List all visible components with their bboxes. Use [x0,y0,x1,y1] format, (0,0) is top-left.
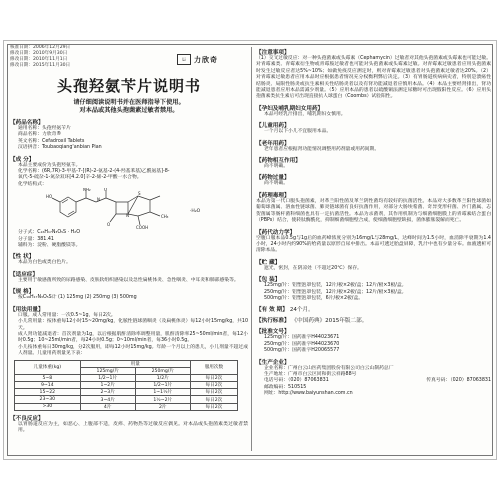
table-cell: 9~14 [15,382,81,389]
table-row [15,396,238,403]
phone-label: 电话号码： [264,378,288,384]
section-spec-heading: 【规 格】 [10,289,35,296]
storage-text: 遮光，密封，在阴凉处（不超过20℃）保存。 [264,265,362,271]
ingredients-line: 化学名称：(6R,7R)-3-甲基-7-[(R)-2-氨基-2-(4-羟基苯基)乙酰氨基]-8- [18,169,170,175]
phone-field [264,378,329,384]
validity-text: 24个月。 [289,307,314,314]
validity-heading: 【有 效 期】 [256,307,288,314]
dosage-line: 口服。成人常用量：一次0.5~1g，每日2次。 [18,312,116,318]
revision-line: 核准日期：2006年12月29日 [10,45,71,50]
phone-number: （020）87063831 [288,378,329,384]
svg-text:HO: HO [46,194,53,200]
table-header-cell: 服用次数 [190,360,237,374]
table-cell: 1½~2片 [135,396,190,403]
child-text: 一个月以下小儿不宜服用本品。 [264,129,332,135]
dosage-table [14,360,238,411]
table-cell: 2~3片 [80,389,135,396]
pk-text: 空腹口服本品0.5g与1g后的血药峰浓度分别为16mg/L与28mg/L，达峰时间为1.5小时，血消除半衰期为1.4小时，24小时内约90%的给药量以原形自尿中排出。本品可透过胎盘屏障，乳汁中也有少量分布。血液透析可清除本品。 [256,235,491,254]
section-precautions-heading: 【注意事项】 [256,50,290,56]
pharmacology-text: 本品为第一代口服头孢菌素，对革兰阳性菌及革兰阴性菌均有较好的抗菌活性。本品对大多数革兰阳性球菌如葡萄球菌属、溶血性链球菌、肺炎链球菌有良好抗菌作用，对部分大肠埃希菌、奇异变形杆菌、沙门菌属、志贺菌属等肠杆菌科细菌也具有一定抗菌活性。本品为杀菌剂，其作用机制为与细菌细胞膜上的青霉素结合蛋白（PBPs）结合，使转肽酶酰化，抑制细菌细胞壁合成，使细菌细胞壁缺损，菌体膨胀裂解而死亡。 [256,198,491,224]
revision-line: 修改日期：2015年11月30日 [10,63,71,68]
table-cell: 每日2次 [190,374,237,381]
precautions-text: （1）交叉过敏反应：对一种头孢菌素或头霉素（Cephamycin）过敏者对其他头孢菌素或头霉素也可能过敏。对青霉素类、青霉素衍生物或青霉胺过敏者也可能对头孢菌素或头霉素过敏。对青霉素过敏患者应用头孢菌素时发生过敏反应者达5%~10%；如做免疫反应测定时，则对青霉素过敏患者对头孢菌素过敏者达20%。（2）对青霉素过敏患者应用本品时应根据患者情况充分权衡利弊后决定。（3）有胃肠道疾病病史者，特别是溃疡性结肠炎、局限性肠炎或抗生素相关性结肠炎者以及有肾功能减退者应慎用本品。（4）本品主要经肾排出，肾功能减退患者应用本品需减少剂量。（5）应用本品的患者以硫酸铜法测定尿糖时可出现假阳性反应。（6）应用头孢菌素类抗生素后可出现直接抗人球蛋白（Coombs）试验阳性。 [256,56,491,100]
drug-leaflet [3,40,497,460]
section-storage-heading: 【贮 藏】 [256,259,281,266]
fax-number: （020）87063831 [450,378,491,384]
table-cell: 1/2~1片 [135,382,190,389]
fax-field [426,378,491,384]
svg-text:O: O [104,188,108,193]
table-row [15,403,238,410]
chemical-structure [10,188,248,230]
indication-text: 主要用于敏感菌所致的尿路感染、皮肤软组织感染以及急性扁桃体炎、急性咽炎、中耳炎和肺部感染等。 [18,277,239,283]
drug-name-line: 商品名称：力欣奇® [18,132,62,138]
ingredients-line: 本品主要成份为头孢羟氨苄。 [18,162,81,168]
section-dosage-heading: 【用法用量】 [10,306,44,313]
section-pk-heading: 【药代动力学】 [256,229,296,236]
table-cell: 3~4片 [80,396,135,403]
warning-line: 请仔细阅读说明书并在医师指导下使用。 [73,99,185,106]
fax-label: 传真号码： [426,378,451,384]
table-cell: 15~22 [15,389,81,396]
svg-text:S: S [138,191,141,197]
drug-name-line: 英文名称：Cefadroxil Tablets [18,138,85,144]
table-cell: 23~30 [15,396,81,403]
table-cell: 1/2~1片 [80,374,135,381]
section-appearance-heading: 【性 状】 [10,254,35,261]
table-header-cell: 125mg/片 [80,367,135,374]
structure-drawing [40,188,220,230]
revision-line: 修改日期：2010年11月1日 [10,57,68,62]
approval-block [256,335,491,354]
column-divider [251,47,252,451]
section-validity-heading [256,305,491,313]
interaction-text: 尚不明确。 [264,164,288,170]
drug-name-line: 通用名称：头孢羟氨苄片 [18,126,71,131]
section-interaction-heading: 【药物相互作用】 [256,158,301,165]
svg-text:O: O [107,222,111,228]
revision-line: 修改日期：2010年9月30日 [10,51,68,56]
table-cell: 2片 [135,403,190,410]
pregnant-text: 本品可经乳汁排出，哺乳期妇女慎用。 [264,111,346,117]
dosage-line: 小儿常用量：按体重每12小时15~20mg/kg，化脓性链球菌咽炎（及扁桃体炎）每12小时15mg/kg，共10天。 [18,319,248,331]
section-indication-heading: 【适应症】 [10,271,38,278]
maker-line: 生产地址：广州市白云区同和街云祥路88号 [264,371,357,377]
svg-text:N: N [126,213,129,219]
package-line: 125mg/片：铝塑泡罩包装，12片/板×2板/盒；12片/板×3板/盒。 [264,283,407,289]
table-row [15,389,238,396]
brand-mark: Li [177,54,191,65]
package-block [256,283,491,302]
section-maker-heading: 【生产企业】 [256,359,290,366]
ingredients-line: 氧代-5-硫杂-1-氮杂双环[4.2.0]辛-2-烯-2-甲酸一水合物。 [18,175,142,181]
table-cell: 5~8 [15,374,81,381]
section-drug-name-heading: 【药品名称】 [10,120,44,126]
package-line: 500mg/片：铝塑泡罩包装，6片/板×2板/盒。 [264,295,364,301]
section-elder-heading: 【老年用药】 [256,140,290,147]
section-pharmacology-heading: 【药理毒理】 [256,192,290,199]
approval-line: 250mg/片：国药准字H44023670 [264,341,340,347]
approval-line: 500mg/片：国药准字H20065577 [264,348,340,354]
drug-name-line: 汉语拼音：Toubaoqiang'anbian Pian [18,145,102,151]
document-title: 头孢羟氨苄片说明书 [56,77,201,95]
brand-name: 力欣奇 [194,55,218,64]
table-cell: 4片 [80,403,135,410]
section-overdose-heading: 【药物过量】 [256,175,290,182]
approval-line: 125mg/片：国药准字H44023671 [264,335,340,341]
section-ingredients-heading: 【成 分】 [10,156,35,163]
table-cell: 每日2次 [190,396,237,403]
warning-block [10,99,248,115]
table-cell: >30 [15,403,81,410]
table-cell: 1~1½片 [135,389,190,396]
section-approval-heading: 【批准文号】 [256,329,290,336]
package-line: 250mg/片：铝塑泡罩包装，12片/板×2板/盒；12片/板×3板/盒。 [264,289,407,295]
maker-block [256,366,491,398]
formula-line: 分子式：C₁₆H₁₇N₃O₅S · H₂O [18,230,80,236]
appearance-text: 本品为白色或类白色片。 [18,260,71,266]
table-cell: 每日2次 [190,389,237,396]
ingredients-line: 化学结构式： [18,181,47,187]
table-cell: 1/2片 [135,374,190,381]
svg-text:COOH: COOH [136,225,149,231]
standard-heading: 【执行标准】 [256,318,290,325]
table-cell: 每日2次 [190,382,237,389]
section-pregnant-heading: 【孕妇及哺乳期妇女用药】 [256,105,324,112]
table-cell: 1~2片 [80,382,135,389]
svg-text:CH₃: CH₃ [161,214,169,220]
dosage-line: 小儿按体重每日30mg/kg，分2次服用，即每12小时15mg/kg。年龄一个月以上的患儿，小儿剂量不超过成人剂量。儿童用药剂量见下表： [18,344,248,357]
left-column [10,45,248,453]
maker-line: 企业名称：广州白云山医药集团股份有限公司白云山制药总厂 [264,365,394,371]
svg-text:N: N [97,197,100,203]
weight-line: 分子量：381.41 [18,236,54,242]
website: 网址：http://www.baiyunshan.com.cn [264,391,353,397]
table-row [15,374,238,381]
dosage-line: 成人肾功能减退者：首次剂量为1g，以后根据肌酐清除率调整用量，肌酐清除率25~50ml/min者，每12小时0.5g；10~25ml/min者，每24小时0.5g；0~10ml/min者，每36小时0.5g。 [18,331,248,344]
table-header-row [15,360,238,367]
table-header-cell: 用量 [80,360,190,367]
overdose-text: 尚不明确。 [264,181,288,187]
section-package-heading: 【包 装】 [256,277,281,284]
excipients-line: 辅料为：淀粉、硬脂酸镁等。 [18,243,81,249]
svg-text:NH₂: NH₂ [83,188,91,193]
warning-line: 对本品或其他头孢菌素过敏者禁用。 [79,107,179,114]
dosage-block [10,313,248,358]
standard-text: 《中国药典》2015年版二部。 [291,318,368,325]
section-child-heading: 【儿童用药】 [256,123,290,130]
table-header-cell: 250mg/片 [135,367,190,374]
ingredients-block [10,163,248,189]
table-row [15,382,238,389]
hydrate-label: ·H₂O [190,209,201,215]
brand-logo [177,54,218,65]
table-cell: 每日2次 [190,403,237,410]
table-header-cell: 儿童体重(kg) [15,360,81,374]
adverse-text: 以胃肠道反应为主，如恶心、上腹部不适，皮疹、药物热等过敏反应偶见。对本品或头孢菌素类过敏者禁用。 [18,421,248,434]
section-adverse-heading: 【不良反应】 [10,415,44,422]
spec-text: 按C₁₆H₁₇N₃O₅S计 (1) 125mg (2) 250mg (3) 500mg [18,295,137,301]
post-code: 邮政编码：510515 [264,384,307,390]
section-standard-heading [256,316,491,324]
drug-name-block [10,126,248,152]
right-column [256,45,491,453]
elder-text: 老年患者应根据肾功能情况调整用药剂量或用药间期。 [264,146,380,152]
